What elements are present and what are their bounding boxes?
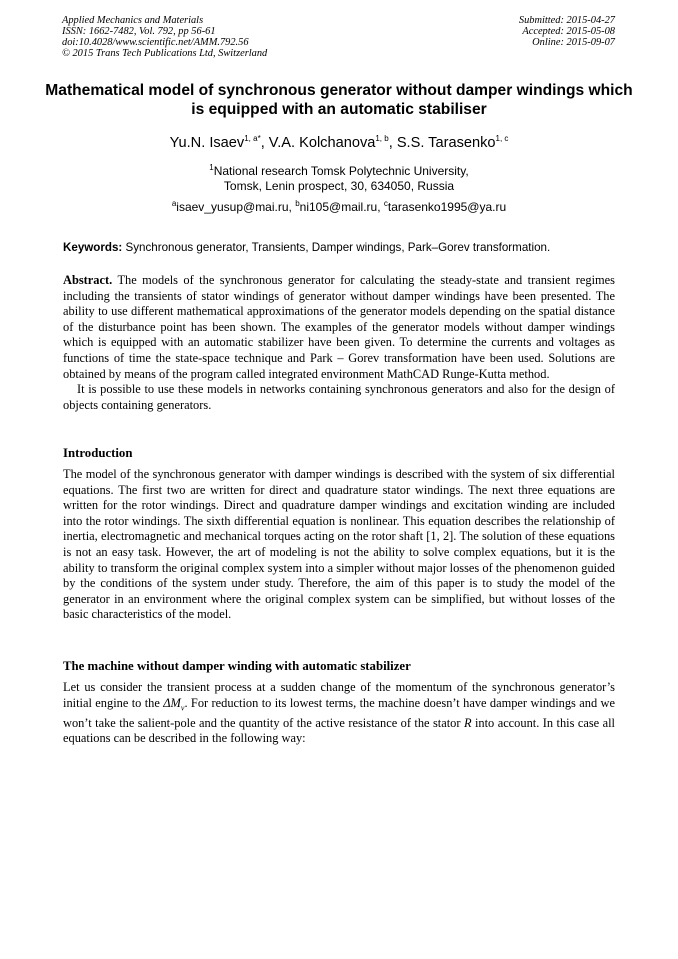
machine-section-text (63, 680, 615, 747)
author-list: Yu.N. Isaev$^{1, a*}$, V.A. Kolchanova$^{1, b}$, S.S. Tarasenko$^{1, c}$ (169, 134, 509, 151)
date-accepted: Accepted: 2015-05-08 (522, 26, 615, 37)
abstract-paragraph-2: It is possible to use these models in networks containing synchronous generators and also for the design of objects containing generators. (63, 382, 615, 412)
delta-m-symbol: ΔM (163, 695, 181, 710)
date-submitted: Submitted: 2015-04-27 (518, 15, 615, 26)
email-link[interactable]: ni105@mail.ru (299, 200, 378, 214)
keywords-label: Keywords: (63, 241, 123, 254)
abstract (63, 273, 615, 413)
email-link[interactable]: isaev_yusup@mai.ru (176, 200, 289, 214)
introduction-text (63, 467, 615, 623)
author-sup: 1, a* (244, 134, 261, 144)
email-sup: c (383, 199, 388, 208)
affiliation-line: Tomsk, Lenin prospect, 30, 634050, Russia (223, 179, 455, 193)
date-online: Online: 2015-09-07 (532, 37, 615, 48)
affiliation-line: National research Tomsk Polytechnic University, (213, 164, 469, 178)
machine-text: Let us consider the transient process at a sudden change of the momentum of the synchronous generator’s initial engine to the (63, 680, 615, 710)
abstract-label: Abstract. (63, 273, 113, 287)
paper-title: Mathematical model of synchronous generator without damper windings which is equipped with an automatic stabiliser (45, 82, 633, 118)
author-sup: 1, b (375, 134, 389, 144)
machine-section-heading: The machine without damper winding with automatic stabilizer (63, 659, 411, 673)
delta-m-subscript: v (180, 703, 185, 713)
journal-issn: ISSN: 1662-7482, Vol. 792, pp 56-61 (62, 26, 216, 37)
affiliation-sup: 1 (209, 163, 214, 172)
author-sup: 1, c (495, 134, 509, 144)
journal-name: Applied Mechanics and Materials (62, 15, 204, 26)
keywords-text: Synchronous generator, Transients, Damper windings, Park–Gorev transformation. (125, 241, 551, 254)
author-name: Yu.N. Isaev (169, 135, 245, 151)
email-link[interactable]: tarasenko1995@ya.ru (387, 200, 507, 214)
introduction-heading: Introduction (63, 446, 133, 460)
email-list: $^a$isaev_yusup@mai.ru, $^b$ni105@mail.ru, $^c$tarasenko1995@ya.ru (171, 199, 507, 214)
email-sup: b (295, 199, 300, 208)
journal-info (62, 15, 267, 59)
affiliation (40, 164, 638, 194)
abstract-text: The models of the synchronous generator for calculating the steady-state and transient regimes including the transients of stator windings of generator without damper windings have been presented. The ability to use different mathematical approximations of the generator models depending on the spatial distance of the disturbance point has been shown. The examples of the generator models without damper windings which is equipped with an automatic stabilizer have been given. To determine the currents and voltages as functions of time the state-space technique and Park – Gorev transformation have been used. Solutions are obtained by means of the program called integrated environment MathCAD Runge-Kutta method. (63, 273, 616, 381)
keywords (63, 240, 618, 255)
author-name: S.S. Tarasenko (396, 135, 496, 151)
machine-text: into account. In this case all equations can be described in the following way: (63, 715, 616, 746)
machine-text: . For reduction to its lowest terms, the machine doesn’t have damper windings and we won’t take the salient-pole and the quantity of the active resistance of the stator (63, 695, 615, 730)
email-sup: a (171, 199, 177, 208)
r-symbol: R (463, 715, 472, 730)
author-name: V.A. Kolchanova (268, 135, 376, 151)
introduction-paragraph: The model of the synchronous generator with damper windings is described with the system of six differential equations. The first two are written for direct and quadrature stator windings. The next three equations are written for the rotor windings. Direct and quadrature damper windings and excitation winding are included into the rotor windings. The sixth differential equation is nonlinear. This equation describes the relationship of inertia, electromagnetic and mechanical torques acting on the rotor shaft [1, 2]. The solution of these equations is not an easy task. However, the art of modeling is not the ability to solve complex equations, but it is the ability to transform the original complex system into a simpler without major losses of the phenomenon guided by the conditions of the system under study. Therefore, the aim of this paper is to study the model of the generator in an environment where the original complex system can be simplified, but without losses of the basic characteristics of the model. (63, 467, 615, 622)
journal-copyright: © 2015 Trans Tech Publications Ltd, Switzerland (62, 48, 268, 59)
journal-doi: doi:10.4028/www.scientific.net/AMM.792.56 (62, 37, 249, 48)
submission-dates (519, 15, 615, 48)
